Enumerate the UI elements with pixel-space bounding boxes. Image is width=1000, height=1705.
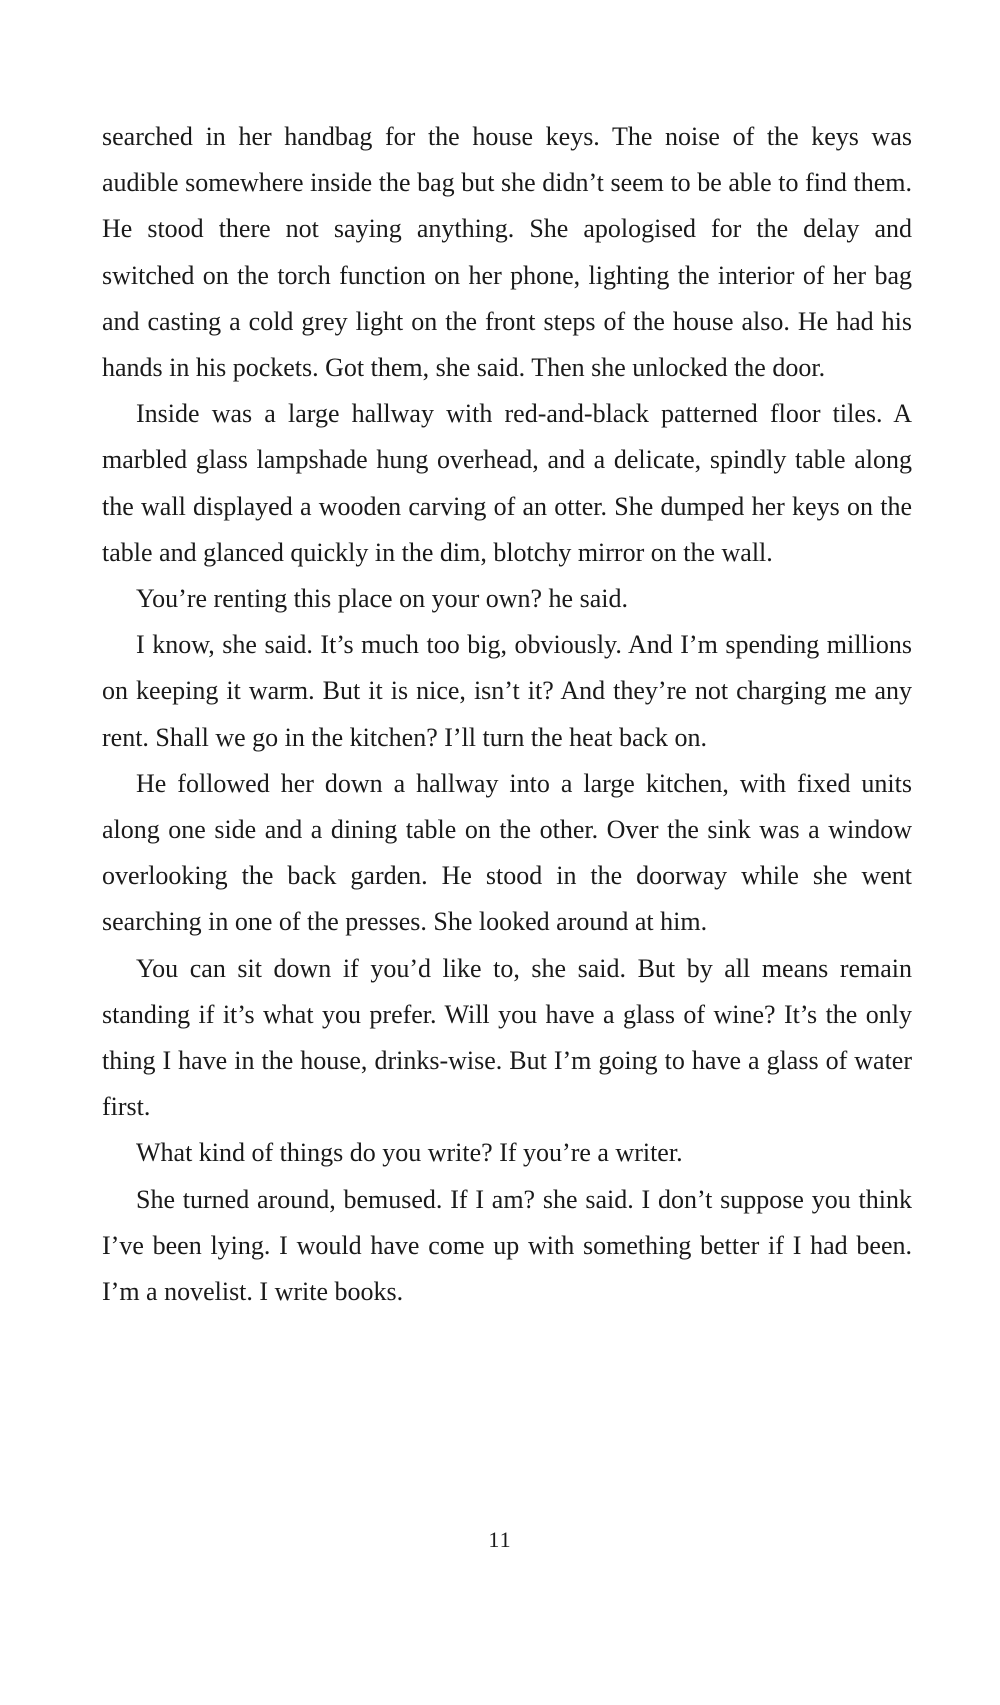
paragraph-5: He followed her down a hallway into a large kitchen, with fixed units along one side and a dining table on the other. Over the sink was a window overlooking the back garden. He stood in the doorway while she went searching in one of the presses. She looked around at him. (102, 768, 912, 937)
body-text (102, 114, 912, 1315)
paragraph-2: Inside was a large hallway with red-and-black patterned floor tiles. A marbled glass lampshade hung overhead, and a delicate, spindly table along the wall displayed a wooden carving of an otter. She dumped her keys on the table and glanced quickly in the dim, blotchy mirror on the wall. (102, 399, 912, 567)
paragraph-1: searched in her handbag for the house keys. The noise of the keys was audible somewhere inside the bag but she didn’t seem to be able to find them. He stood there not saying anything. She apologised for the delay and switched on the torch function on her phone, lighting the interior of her bag and casting a cold grey light on the front steps of the house also. He had his hands in his pockets. Got them, she said. Then she unlocked the door. (102, 122, 912, 383)
paragraph-6: You can sit down if you’d like to, she said. But by all means remain standing if it’s what you prefer. Will you have a glass of wine? It’s the only thing I have in the house, drinks-wise. But I’m going to have a glass of water first. (102, 953, 912, 1122)
paragraph-7: What kind of things do you write? If you’re a writer. (136, 1138, 683, 1168)
paragraph-8: She turned around, bemused. If I am? she said. I don’t suppose you think I’ve been lying. I would have come up with something better if I had been. I’m a novelist. I write books. (102, 1184, 912, 1307)
paragraph-3: You’re renting this place on your own? he said. (136, 584, 628, 614)
page-number: 11 (488, 1527, 512, 1552)
paragraph-4: I know, she said. It’s much too big, obviously. And I’m spending millions on keeping it warm. But it is nice, isn’t it? And they’re not charging me any rent. Shall we go in the kitchen? I’ll turn the heat back on. (102, 630, 912, 752)
